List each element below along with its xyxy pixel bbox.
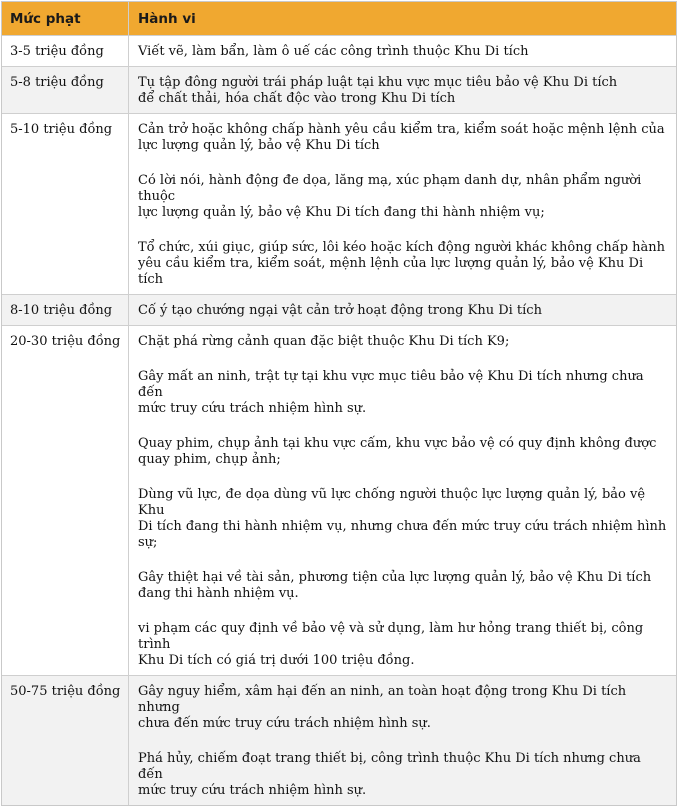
behavior-item bbox=[138, 75, 668, 107]
behavior-item bbox=[138, 334, 668, 350]
fine-amount: 50-75 triệu đồng bbox=[2, 676, 129, 805]
behavior-item bbox=[138, 44, 668, 60]
behavior-line: Cố ý tạo chướng ngại vật cản trở hoạt động trong Khu Di tích bbox=[138, 303, 542, 318]
behavior-item bbox=[138, 436, 668, 468]
fine-amount: 3-5 triệu đồng bbox=[2, 36, 129, 66]
behavior-line: Phá hủy, chiếm đoạt trang thiết bị, công trình thuộc Khu Di tích nhưng chưa đến bbox=[138, 751, 641, 782]
behavior-line: chưa đến mức truy cứu trách nhiệm hình sự. bbox=[138, 716, 431, 731]
behavior-line: đang thi hành nhiệm vụ. bbox=[138, 586, 299, 601]
table-row bbox=[2, 66, 676, 113]
header-behavior: Hành vi bbox=[138, 10, 196, 27]
table-row bbox=[2, 294, 676, 325]
behavior-line: Quay phim, chụp ảnh tại khu vực cấm, khu vực bảo vệ có quy định không được bbox=[138, 436, 657, 451]
behavior-item bbox=[138, 122, 668, 154]
header-fine: Mức phạt bbox=[2, 2, 129, 35]
behavior-line: Dùng vũ lực, đe dọa dùng vũ lực chống người thuộc lực lượng quản lý, bảo vệ Khu bbox=[138, 487, 646, 518]
behavior-item bbox=[138, 751, 668, 799]
behavior-cell bbox=[129, 295, 676, 325]
behavior-item bbox=[138, 240, 668, 288]
behavior-line: sự; bbox=[138, 535, 158, 550]
table-row bbox=[2, 113, 676, 294]
behavior-item bbox=[138, 487, 668, 551]
fine-amount: 8-10 triệu đồng bbox=[2, 295, 129, 325]
behavior-item bbox=[138, 684, 668, 732]
table-row bbox=[2, 325, 676, 675]
fine-amount: 5-8 triệu đồng bbox=[2, 67, 129, 113]
behavior-cell bbox=[129, 36, 676, 66]
behavior-line: Tổ chức, xúi giục, giúp sức, lôi kéo hoặc kích động người khác không chấp hành bbox=[138, 240, 666, 255]
behavior-item bbox=[138, 621, 668, 669]
behavior-cell bbox=[129, 114, 676, 294]
behavior-line: yêu cầu kiểm tra, kiểm soát, mệnh lệnh của lực lượng quản lý, bảo vệ Khu Di tích bbox=[138, 256, 644, 287]
behavior-line: để chất thải, hóa chất độc vào trong Khu Di tích bbox=[138, 91, 456, 106]
behavior-line: Gây nguy hiểm, xâm hại đến an ninh, an toàn hoạt động trong Khu Di tích nhưng bbox=[138, 684, 627, 715]
behavior-line: lực lượng quản lý, bảo vệ Khu Di tích đang thi hành nhiệm vụ; bbox=[138, 205, 545, 220]
behavior-line: Có lời nói, hành động đe dọa, lăng mạ, xúc phạm danh dự, nhân phẩm người thuộc bbox=[138, 173, 642, 204]
fine-amount: 20-30 triệu đồng bbox=[2, 326, 129, 675]
behavior-item bbox=[138, 570, 668, 602]
behavior-line: Gây mất an ninh, trật tự tại khu vực mục tiêu bảo vệ Khu Di tích nhưng chưa đến bbox=[138, 369, 644, 400]
behavior-cell bbox=[129, 676, 676, 805]
behavior-line: Viết vẽ, làm bẩn, làm ô uế các công trình thuộc Khu Di tích bbox=[138, 44, 529, 59]
behavior-line: Chặt phá rừng cảnh quan đặc biệt thuộc Khu Di tích K9; bbox=[138, 334, 510, 349]
fine-amount: 5-10 triệu đồng bbox=[2, 114, 129, 294]
behavior-line: mức truy cứu trách nhiệm hình sự. bbox=[138, 401, 367, 416]
behavior-line: vi phạm các quy định về bảo vệ và sử dụng, làm hư hỏng trang thiết bị, công trình bbox=[138, 621, 644, 652]
behavior-item bbox=[138, 369, 668, 417]
fines-table bbox=[1, 1, 677, 806]
behavior-line: mức truy cứu trách nhiệm hình sự. bbox=[138, 783, 367, 798]
behavior-cell bbox=[129, 326, 676, 675]
table-row bbox=[2, 35, 676, 66]
table-row bbox=[2, 675, 676, 805]
behavior-item bbox=[138, 303, 668, 319]
behavior-line: Tụ tập đông người trái pháp luật tại khu vực mục tiêu bảo vệ Khu Di tích bbox=[138, 75, 618, 90]
behavior-line: quay phim, chụp ảnh; bbox=[138, 452, 281, 467]
behavior-item bbox=[138, 173, 668, 221]
behavior-cell bbox=[129, 67, 676, 113]
behavior-line: lực lượng quản lý, bảo vệ Khu Di tích bbox=[138, 138, 380, 153]
behavior-line: Cản trở hoặc không chấp hành yêu cầu kiểm tra, kiểm soát hoặc mệnh lệnh của bbox=[138, 122, 665, 137]
table-header-row bbox=[2, 2, 676, 35]
behavior-line: Khu Di tích có giá trị dưới 100 triệu đồng. bbox=[138, 653, 415, 668]
behavior-line: Di tích đang thi hành nhiệm vụ, nhưng chưa đến mức truy cứu trách nhiệm hình bbox=[138, 519, 667, 534]
behavior-line: Gây thiệt hại về tài sản, phương tiện của lực lượng quản lý, bảo vệ Khu Di tích bbox=[138, 570, 652, 585]
